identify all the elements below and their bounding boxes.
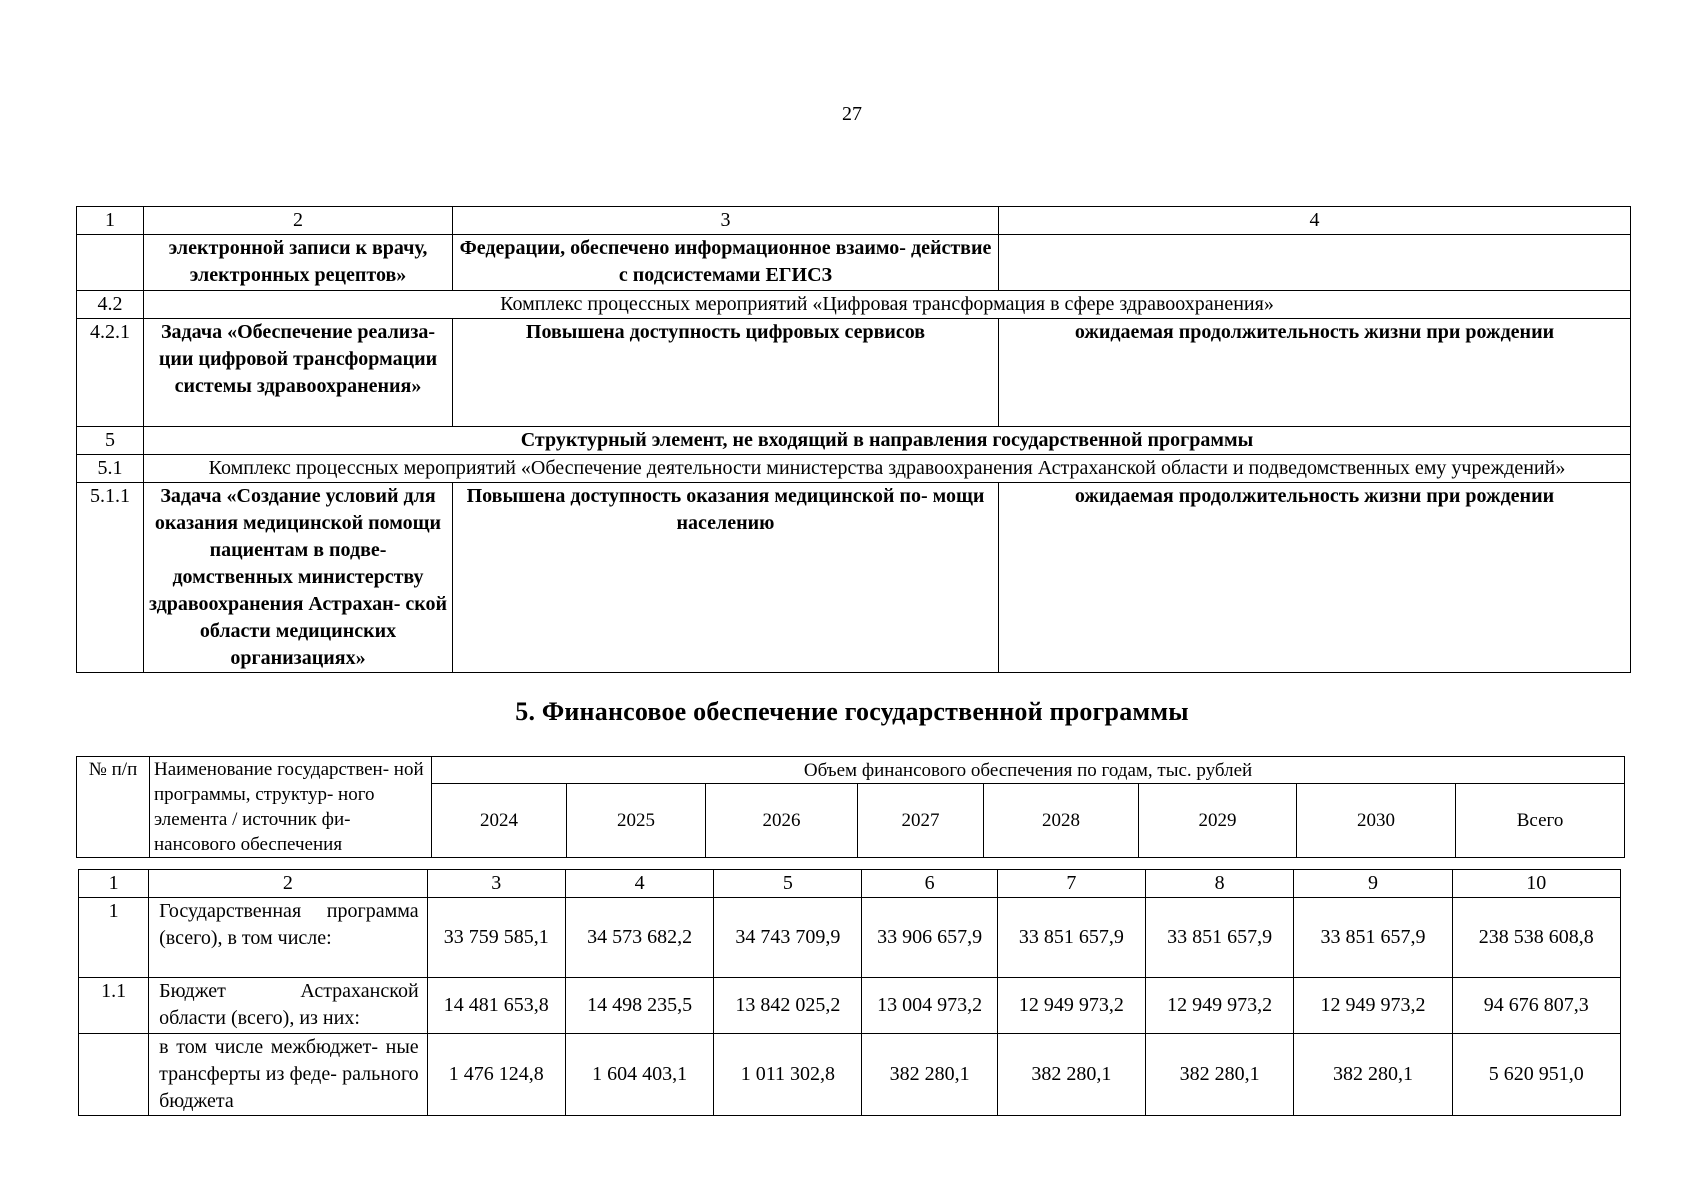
span-cell: Комплекс процессных мероприятий «Цифровая трансформация в сфере здравоохранения» [144,291,1631,319]
value-cell: 33 759 585,1 [427,898,565,978]
row-number [79,1034,149,1116]
row-number: 1 [79,898,149,978]
table-row [77,455,1631,483]
value-cell: 13 842 025,2 [714,978,862,1034]
value-cell: 12 949 973,2 [1146,978,1294,1034]
col-number: 6 [862,870,997,898]
value-cell: 13 004 973,2 [862,978,997,1034]
table-row [77,427,1631,455]
result-cell: Повышена доступность цифровых сервисов [453,319,999,427]
row-name: Бюджет Астраханской области (всего), из них: [149,978,428,1034]
value-cell: 33 851 657,9 [1146,898,1294,978]
year-cell: 2024 [432,784,567,858]
value-cell: 14 481 653,8 [427,978,565,1034]
span-cell: Структурный элемент, не входящий в направления государственной программы [144,427,1631,455]
value-cell: 33 851 657,9 [997,898,1145,978]
header-cell: 3 [453,207,999,235]
indicator-cell [999,235,1631,291]
page-number: 27 [842,103,862,125]
row-number: 1.1 [79,978,149,1034]
col-number: 10 [1452,870,1620,898]
row-number: 4.2 [77,291,144,319]
row-number [77,235,144,291]
value-cell: 14 498 235,5 [565,978,713,1034]
span-cell: Комплекс процессных мероприятий «Обеспечение деятельности министерства здравоохранения Астраханской области и подведомственных ему учреждений» [144,455,1631,483]
col-number: 1 [79,870,149,898]
num-header: № п/п [77,757,150,858]
value-cell: 12 949 973,2 [1294,978,1452,1034]
col-number: 2 [149,870,428,898]
value-cell: 382 280,1 [1294,1034,1452,1116]
section-title: 5. Финансовое обеспечение государственной программы [515,697,1189,726]
value-cell: 382 280,1 [997,1034,1145,1116]
year-cell: 2029 [1139,784,1297,858]
indicator-cell: ожидаемая продолжительность жизни при рождении [999,319,1631,427]
row-number: 4.2.1 [77,319,144,427]
finance-header-table [76,756,1625,858]
task-cell: Задача «Обеспечение реализа- ции цифровой трансформации системы здравоохранения» [144,319,453,427]
value-cell: 33 906 657,9 [862,898,997,978]
col-number: 5 [714,870,862,898]
header-cell: 1 [77,207,144,235]
table-row [77,291,1631,319]
value-cell: 12 949 973,2 [997,978,1145,1034]
header-cell: 4 [999,207,1631,235]
value-cell: 238 538 608,8 [1452,898,1620,978]
col-number: 3 [427,870,565,898]
value-cell: 1 011 302,8 [714,1034,862,1116]
value-cell: 34 743 709,9 [714,898,862,978]
value-cell: 1 604 403,1 [565,1034,713,1116]
finance-header-row [77,757,1625,784]
task-cell: Задача «Создание условий для оказания медицинской помощи пациентам в подве- домственных министерству здравоохранения Астрахан- ской области медицинских организациях» [144,483,453,673]
year-cell: 2026 [706,784,858,858]
table-row [77,235,1631,291]
value-cell: 33 851 657,9 [1294,898,1452,978]
year-cell: 2030 [1297,784,1456,858]
task-cell: электронной записи к врачу, электронных рецептов» [144,235,453,291]
row-number: 5.1.1 [77,483,144,673]
value-cell: 382 280,1 [1146,1034,1294,1116]
table-row [77,483,1631,673]
value-cell: 34 573 682,2 [565,898,713,978]
header-cell: 2 [144,207,453,235]
structure-table-header [77,207,1631,235]
col-number: 4 [565,870,713,898]
year-cell: 2027 [858,784,984,858]
structure-table [76,206,1631,673]
result-cell: Повышена доступность оказания медицинской по- мощи населению [453,483,999,673]
name-header: Наименование государствен- ной программы, структур- ного элемента / источник фи- нансового обеспечения [150,757,432,858]
row-number: 5 [77,427,144,455]
year-cell: Всего [1456,784,1625,858]
table-row [79,898,1621,978]
indicator-cell: ожидаемая продолжительность жизни при рождении [999,483,1631,673]
value-cell: 5 620 951,0 [1452,1034,1620,1116]
col-number: 7 [997,870,1145,898]
column-numbers-row [79,870,1621,898]
table-row [77,319,1631,427]
result-cell: Федерации, обеспечено информационное взаимо- действие с подсистемами ЕГИСЗ [453,235,999,291]
table-row [79,978,1621,1034]
finance-table [78,869,1621,1116]
volume-header: Объем финансового обеспечения по годам, тыс. рублей [432,757,1625,784]
col-number: 9 [1294,870,1452,898]
table-row [79,1034,1621,1116]
value-cell: 1 476 124,8 [427,1034,565,1116]
year-cell: 2028 [984,784,1139,858]
year-cell: 2025 [567,784,706,858]
row-number: 5.1 [77,455,144,483]
col-number: 8 [1146,870,1294,898]
value-cell: 94 676 807,3 [1452,978,1620,1034]
row-name: в том числе межбюджет- ные трансферты из феде- рального бюджета [149,1034,428,1116]
value-cell: 382 280,1 [862,1034,997,1116]
row-name: Государственная программа (всего), в том числе: [149,898,428,978]
